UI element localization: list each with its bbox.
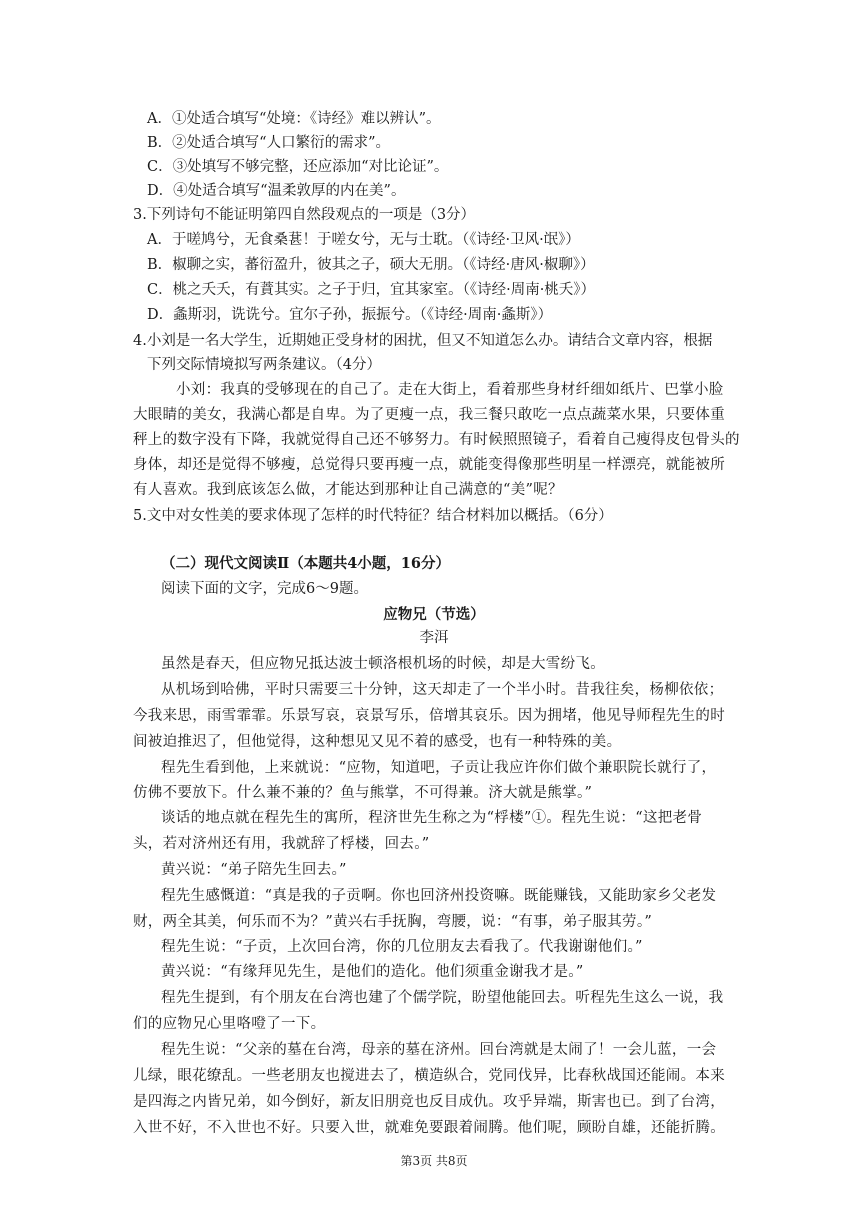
passage-line: 们的应物兄心里咯噔了一下。: [133, 1016, 326, 1032]
passage-line: 程先生感慨道：“真是我的子贡啊。你也回济州投资嘛。既能赚钱，又能助家乡父老发: [161, 888, 717, 904]
section-heading: （二）现代文阅读Ⅱ（本题共4小题，16分）: [161, 555, 450, 572]
q3-option-c: C．桃之夭夭，有蕡其实。之子于归，宜其家室。（《诗经·周南·桃夭》）: [147, 282, 596, 298]
passage-line: 黄兴说：“弟子陪先生回去。”: [161, 862, 347, 878]
passage-line: 程先生说：“父亲的墓在台湾，母亲的墓在济州。回台湾就是太闹了！一会儿蓝，一会: [161, 1042, 717, 1058]
passage-line: 儿绿，眼花缭乱。一些老朋友也搅进去了，横造纵合，党同伐异，比春秋战国还能闹。本来: [133, 1068, 725, 1084]
q2-option-c: C．③处填写不够完整，还应添加“对比论证”。: [147, 159, 449, 175]
passage-line: 黄兴说：“有缘拜见先生，是他们的造化。他们须重金谢我才是。”: [161, 964, 584, 980]
q4-stem-line-1: 4.小刘是一名大学生，近期她正受身材的困扰，但又不知道怎么办。请结合文章内容，根据: [133, 333, 713, 349]
passage-line: 今我来思，雨雪霏霏。乐景写哀，哀景写乐，倍增其哀乐。因为拥堵，他见导师程先生的时: [133, 708, 725, 724]
passage-line: 程先生说：“子贡，上次回台湾，你的几位朋友去看我了。代我谢谢他们。”: [161, 939, 643, 955]
q2-option-a: A．①处适合填写“处境：《诗经》难以辨认”。: [147, 111, 441, 127]
q4-stem-line-2: 下列交际情境拟写两条建议。（4分）: [147, 357, 381, 373]
passage-title: 应物兄（节选）: [383, 606, 485, 623]
passage-line: 财，两全其美，何乐而不为？”黄兴右手抚胸，弯腰，说：“有事，弟子服其劳。”: [133, 914, 653, 930]
passage-line: 间被迫推迟了，但他觉得，这种想见又见不着的感受，也有一种特殊的美。: [133, 734, 622, 750]
passage-line: 头，若对济州还有用，我就辞了桴楼，回去。”: [133, 836, 430, 852]
passage-line: 虽然是春天，但应物兄抵达波士顿洛根机场的时候，却是大雪纷飞。: [161, 656, 605, 672]
section-instruction: 阅读下面的文字，完成6～9题。: [161, 581, 368, 597]
page-number: 第3页 共8页: [400, 1154, 468, 1168]
passage-line: 入世不好，不入世也不好。只要入世，就难免要跟着闹腾。他们呢，顾盼自雄，还能折腾。: [133, 1120, 725, 1136]
q4-quote-line: 秤上的数字没有下降，我就觉得自己还不够努力。有时候照照镜子，看着自己瘦得皮包骨头的: [133, 432, 740, 448]
q4-quote-line: 大眼睛的美女，我满心都是自卑。为了更瘦一点，我三餐只敢吃一点点蔬菜水果，只要体重: [133, 407, 725, 423]
q4-quote-line: 身体，却还是觉得不够瘦，总觉得只要再瘦一点，就能变得像那些明星一样漂亮，就能被所: [133, 457, 725, 473]
passage-line: 程先生提到，有个朋友在台湾也建了个儒学院，盼望他能回去。听程先生这么一说，我: [161, 990, 724, 1006]
passage-line: 仿佛不要放下。什么兼不兼的？鱼与熊掌，不可得兼。济大就是熊掌。”: [133, 785, 593, 801]
q3-option-d: D．螽斯羽，诜诜兮。宜尔子孙，振振兮。（《诗经·周南·螽斯》）: [147, 307, 553, 323]
passage-line: 从机场到哈佛，平时只需要三十分钟，这天却走了一个半小时。昔我往矣，杨柳依依；: [161, 682, 724, 698]
q5-stem: 5.文中对女性美的要求体现了怎样的时代特征？结合材料加以概括。（6分）: [133, 508, 613, 524]
q3-option-a: A．于嗟鸠兮，无食桑葚！于嗟女兮，无与士耽。（《诗经·卫风·氓》）: [147, 232, 580, 248]
passage-line: 谈话的地点就在程先生的寓所，程济世先生称之为“桴楼”①。程先生说：“这把老骨: [161, 810, 703, 826]
passage-author: 李洱: [419, 630, 449, 646]
q4-quote-line: 有人喜欢。我到底该怎么做，才能达到那种让自己满意的“美”呢？: [133, 482, 563, 498]
q3-stem: 3.下列诗句不能证明第四自然段观点的一项是（3分）: [133, 207, 476, 223]
q4-quote-line: 小刘：我真的受够现在的自己了。走在大街上，看着那些身材纤细如纸片、巴掌小脸: [176, 382, 724, 398]
passage-line: 是四海之内皆兄弟，如今倒好，新友旧朋竞也反目成仇。攻乎异端，斯害也已。到了台湾，: [133, 1094, 725, 1110]
q2-option-b: B．②处适合填写“人口繁衍的需求”。: [147, 135, 390, 151]
passage-line: 程先生看到他，上来就说：“应物，知道吧，子贡让我应许你们做个兼职院长就行了，: [161, 760, 717, 776]
q3-option-b: B．椒聊之实，蕃衍盈升，彼其之子，硕大无朋。（《诗经·唐风·椒聊》）: [147, 257, 595, 273]
q2-option-d: D．④处适合填写“温柔敦厚的内在美”。: [147, 183, 406, 199]
